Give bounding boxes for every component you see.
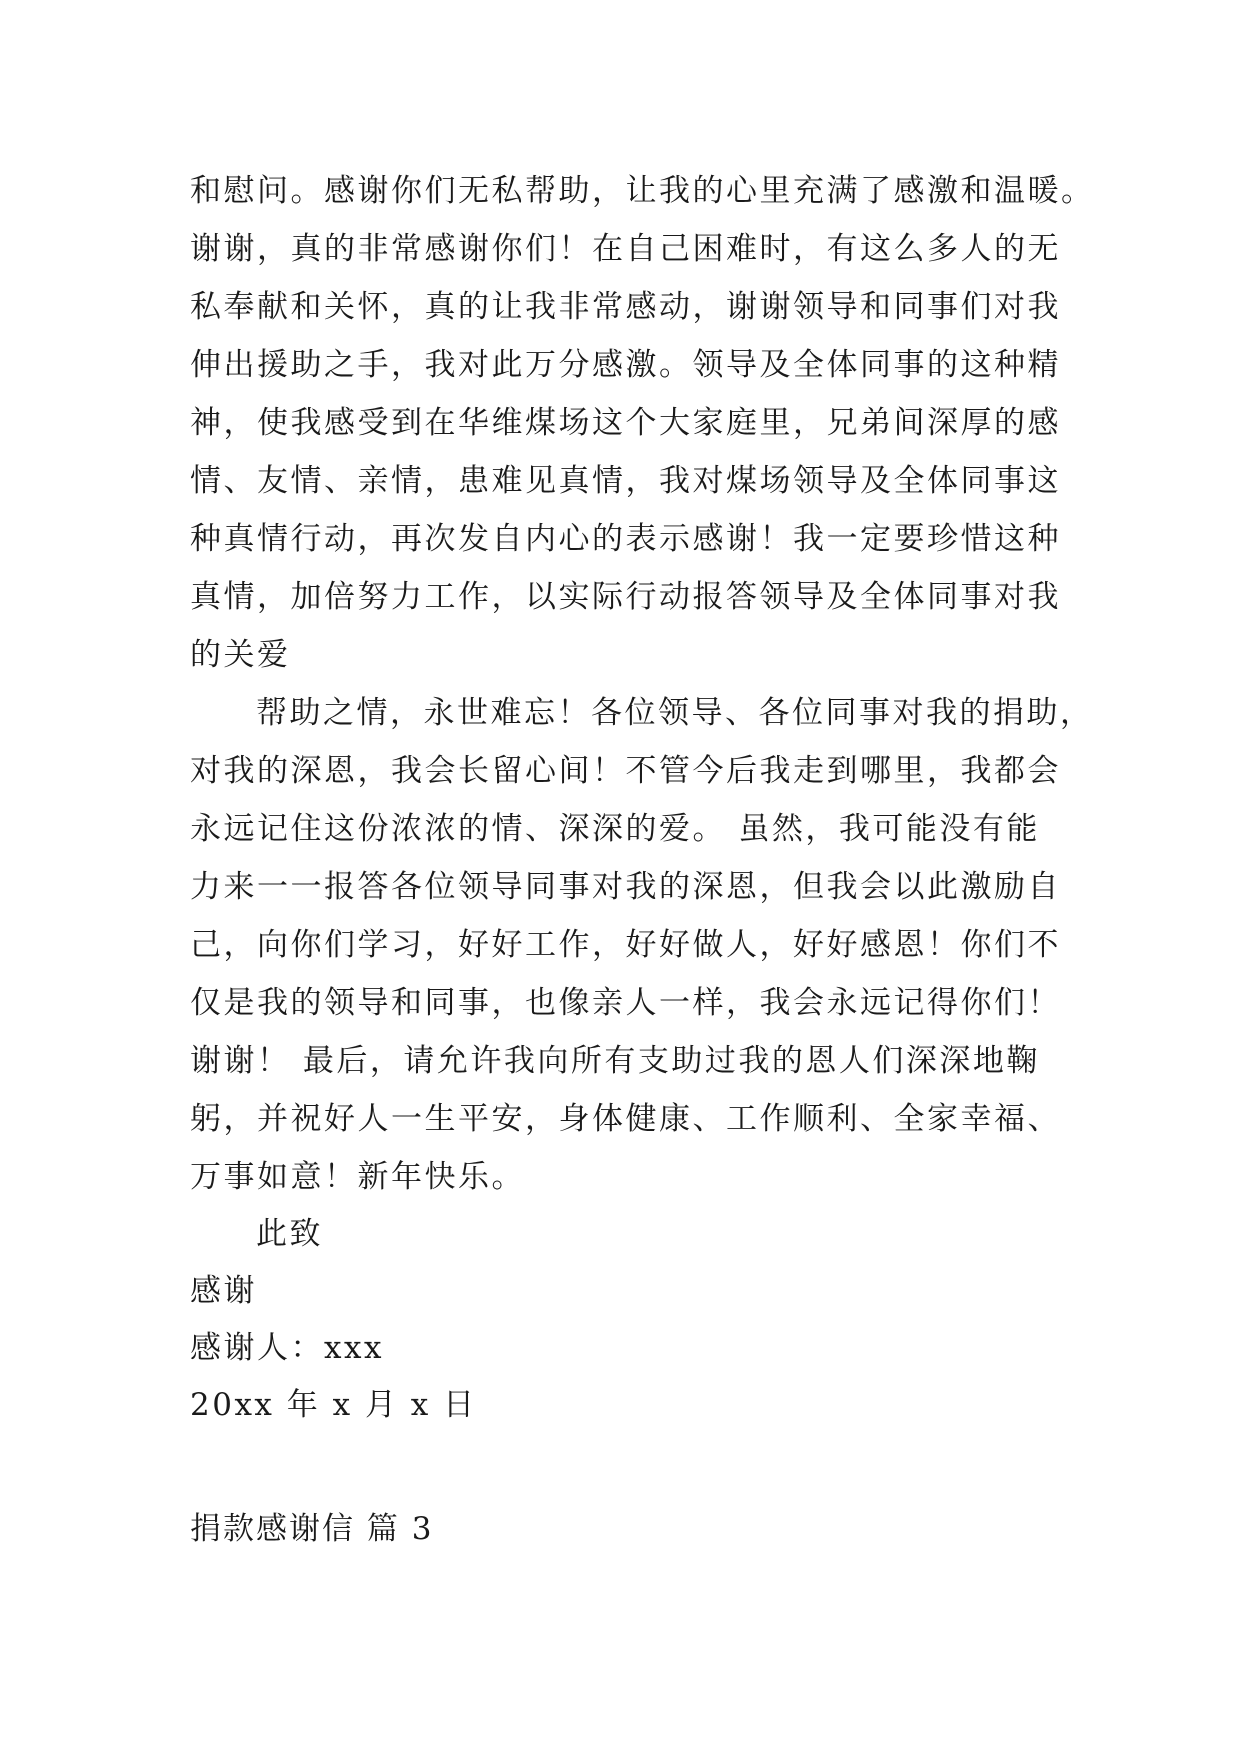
letter-closing	[190, 1206, 1070, 1434]
paragraph-1-line: 私奉献和关怀，真的让我非常感动，谢谢领导和同事们对我	[190, 289, 1061, 325]
paragraph-1-line: 伸出援助之手，我对此万分感激。领导及全体同事的这种精	[190, 347, 1061, 383]
letter-body	[190, 162, 1095, 1206]
paragraph-1-line: 真情，加倍努力工作，以实际行动报答领导及全体同事对我	[190, 579, 1061, 615]
paragraph-2-line: 力来一一报答各位领导同事对我的深恩，但我会以此激励自	[190, 869, 1061, 905]
paragraph-1-line: 的关爱	[190, 637, 291, 673]
date-line: 20xx 年 x 月 x 日	[190, 1387, 477, 1423]
paragraph-2-line: 己，向你们学习，好好工作，好好做人，好好感恩！你们不	[190, 927, 1061, 963]
salutation: 此致	[256, 1216, 323, 1252]
paragraph-1-line: 谢谢，真的非常感谢你们！在自己困难时，有这么多人的无	[190, 231, 1061, 267]
paragraph-2-line: 谢谢！ 最后，请允许我向所有支助过我的恩人们深深地鞠	[190, 1043, 1040, 1079]
thanks-line: 感谢	[190, 1273, 257, 1309]
paragraph-2-line: 躬，并祝好人一生平安，身体健康、工作顺利、全家幸福、	[190, 1101, 1061, 1137]
signer-line: 感谢人：xxx	[190, 1330, 384, 1366]
section-heading: 捐款感谢信 篇 3	[190, 1511, 434, 1547]
paragraph-1-line: 和慰问。感谢你们无私帮助，让我的心里充满了感激和温暖。	[190, 173, 1095, 209]
paragraph-2-line: 帮助之情，永世难忘！各位领导、各位同事对我的捐助，	[256, 695, 1094, 731]
paragraph-2-line: 万事如意！新年快乐。	[190, 1159, 525, 1195]
paragraph-2-line: 仅是我的领导和同事，也像亲人一样，我会永远记得你们！	[190, 985, 1061, 1021]
paragraph-1-line: 种真情行动，再次发自内心的表示感谢！我一定要珍惜这种	[190, 521, 1061, 557]
paragraph-2-line: 永远记住这份浓浓的情、深深的爱。 虽然，我可能没有能	[190, 811, 1040, 847]
paragraph-2-line: 对我的深恩，我会长留心间！不管今后我走到哪里，我都会	[190, 753, 1061, 789]
paragraph-1-line: 神，使我感受到在华维煤场这个大家庭里，兄弟间深厚的感	[190, 405, 1061, 441]
paragraph-1-line: 情、友情、亲情，患难见真情，我对煤场领导及全体同事这	[190, 463, 1061, 499]
